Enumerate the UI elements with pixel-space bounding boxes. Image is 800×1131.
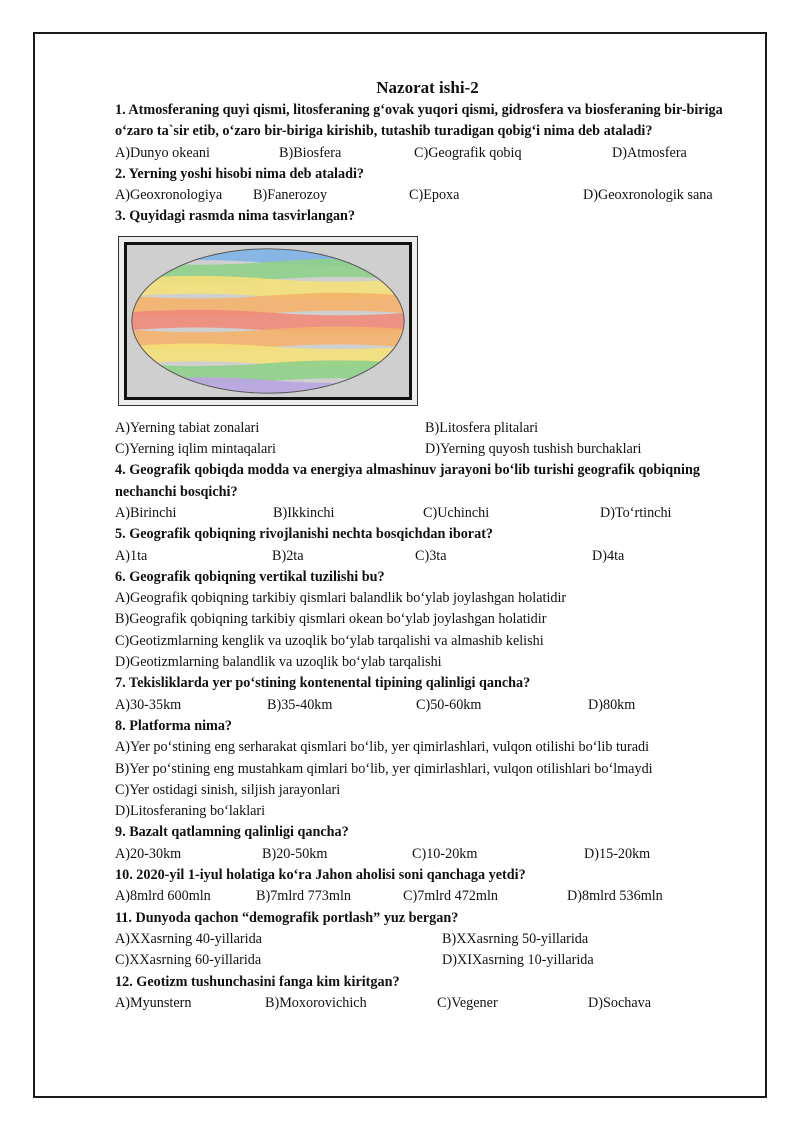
option-c[interactable]: C)Geotizmlarning kenglik va uzoqlik bo‘ylab tarqalishi va almashib kelishi xyxy=(115,632,544,649)
question-8 xyxy=(115,716,740,822)
answer-options xyxy=(115,439,740,460)
question-text: 5. Geografik qobiqning rivojlanishi nechta bosqichdan iborat? xyxy=(115,526,494,543)
answer-options xyxy=(115,143,740,164)
question-text: 1. Atmosferaning quyi qismi, litosferaning g‘ovak yuqori qismi, gidrosfera va biosferaning bir-biriga o‘zaro ta`sir etib, o‘zaro bir-biriga kirishib, tutashib turadigan qobig‘i nima deb ataladi? xyxy=(115,102,723,140)
option-d[interactable]: D)Sochava xyxy=(588,994,652,1011)
option-d[interactable]: D)To‘rtinchi xyxy=(600,504,672,521)
option-c[interactable]: C)Uchinchi xyxy=(423,504,490,521)
option-c[interactable]: C)Vegener xyxy=(437,994,498,1011)
question-text: 4. Geografik qobiqda modda va energiya almashinuv jarayoni bo‘lib turishi geografik qobiqning nechanchi bosqichi? xyxy=(115,462,700,500)
test-sheet xyxy=(115,78,740,1014)
option-a[interactable]: A)Geoxronologiya xyxy=(115,187,223,204)
question-1 xyxy=(115,100,740,164)
question-10 xyxy=(115,865,740,908)
question-11 xyxy=(115,908,740,972)
option-a[interactable]: A)Yer po‘stining eng serharakat qismlari bo‘lib, yer qimirlashlari, vulqon otilishi bo‘lib turadi xyxy=(115,739,650,756)
option-d[interactable]: D)80km xyxy=(588,696,636,713)
option-a[interactable]: A)Myunstern xyxy=(115,994,192,1011)
question-7 xyxy=(115,673,740,716)
option-c[interactable]: C)10-20km xyxy=(412,845,478,862)
option-d[interactable]: D)XIXasrning 10-yillarida xyxy=(442,952,594,969)
question-12 xyxy=(115,972,740,1015)
question-4 xyxy=(115,460,740,524)
answer-options xyxy=(115,950,740,971)
option-a[interactable]: A)Dunyo okeani xyxy=(115,144,210,161)
option-b[interactable]: B)Moxorovichich xyxy=(265,994,367,1011)
option-d[interactable]: D)Geoxronologik sana xyxy=(583,187,713,204)
answer-options xyxy=(115,695,740,716)
option-b[interactable]: B)35-40km xyxy=(267,696,333,713)
answer-options xyxy=(115,993,740,1014)
question-text: 7. Tekisliklarda yer po‘stining kontenental tipining qalinligi qancha? xyxy=(115,675,531,692)
option-c[interactable]: C)Geografik qobiq xyxy=(414,144,522,161)
question-5 xyxy=(115,524,740,567)
option-c[interactable]: C)Epoxa xyxy=(409,187,460,204)
answer-options xyxy=(115,418,740,439)
answer-options xyxy=(115,886,740,907)
answer-options xyxy=(115,503,740,524)
option-b[interactable]: B)Litosfera plitalari xyxy=(425,419,539,436)
question-text: 10. 2020-yil 1-iyul holatiga ko‘ra Jahon aholisi soni qanchaga yetdi? xyxy=(115,867,526,884)
option-a[interactable]: A)Yerning tabiat zonalari xyxy=(115,419,260,436)
question-9 xyxy=(115,822,740,865)
map-svg xyxy=(127,245,409,397)
question-text: 2. Yerning yoshi hisobi nima deb ataladi? xyxy=(115,165,364,182)
option-b[interactable]: B)Biosfera xyxy=(279,144,342,161)
question-text: 9. Bazalt qatlamning qalinligi qancha? xyxy=(115,824,349,841)
question-text: 8. Platforma nima? xyxy=(115,717,233,734)
option-c[interactable]: C)7mlrd 472mln xyxy=(403,888,498,905)
option-d[interactable]: D)Atmosfera xyxy=(612,144,687,161)
option-d[interactable]: D)4ta xyxy=(592,547,625,564)
question-2 xyxy=(115,164,740,207)
question-text: 12. Geotizm tushunchasini fanga kim kiritgan? xyxy=(115,973,400,990)
option-d[interactable]: D)Geotizmlarning balandlik va uzoqlik bo‘ylab tarqalishi xyxy=(115,654,442,671)
question-6 xyxy=(115,567,740,673)
option-b[interactable]: B)XXasrning 50-yillarida xyxy=(442,930,589,947)
option-b[interactable]: B)7mlrd 773mln xyxy=(256,888,351,905)
option-c[interactable]: C)XXasrning 60-yillarida xyxy=(115,952,262,969)
option-a[interactable]: A)8mlrd 600mln xyxy=(115,888,211,905)
option-b[interactable]: B)Fanerozoy xyxy=(253,187,328,204)
option-c[interactable]: C)3ta xyxy=(415,547,447,564)
answer-options xyxy=(115,929,740,950)
option-d[interactable]: D)Litosferaning bo‘laklari xyxy=(115,803,266,820)
option-a[interactable]: A)20-30km xyxy=(115,845,182,862)
option-a[interactable]: A)1ta xyxy=(115,547,148,564)
option-a[interactable]: A)Birinchi xyxy=(115,504,177,521)
option-c[interactable]: C)50-60km xyxy=(416,696,482,713)
option-b[interactable]: B)Geografik qobiqning tarkibiy qismlari okean bo‘ylab joylashgan holatidir xyxy=(115,611,547,628)
question-3 xyxy=(115,206,740,460)
option-d[interactable]: D)8mlrd 536mln xyxy=(567,888,663,905)
world-map-climate-zones-icon xyxy=(124,242,412,400)
question-text: 11. Dunyoda qachon “demografik portlash” yuz bergan? xyxy=(115,909,459,926)
option-c[interactable]: C)Yer ostidagi sinish, siljish jarayonlari xyxy=(115,781,341,798)
climate-map-figure xyxy=(118,236,418,406)
option-a[interactable]: A)30-35km xyxy=(115,696,182,713)
question-text: 6. Geografik qobiqning vertikal tuzilishi bu? xyxy=(115,568,385,585)
answer-options xyxy=(115,844,740,865)
option-a[interactable]: A)Geografik qobiqning tarkibiy qismlari balandlik bo‘ylab joylashgan holatidir xyxy=(115,590,567,607)
option-a[interactable]: A)XXasrning 40-yillarida xyxy=(115,930,262,947)
answer-options xyxy=(115,185,740,206)
option-d[interactable]: D)Yerning quyosh tushish burchaklari xyxy=(425,441,642,458)
page-title: Nazorat ishi-2 xyxy=(376,78,479,97)
climate-band xyxy=(127,377,409,397)
option-b[interactable]: B)20-50km xyxy=(262,845,328,862)
option-b[interactable]: B)Yer po‘stining eng mustahkam qimlari bo‘lib, yer qimirlashlari, vulqon otilishlari bo‘lmaydi xyxy=(115,760,653,777)
answer-options xyxy=(115,546,740,567)
option-c[interactable]: C)Yerning iqlim mintaqalari xyxy=(115,441,276,458)
option-b[interactable]: B)2ta xyxy=(272,547,304,564)
option-b[interactable]: B)Ikkinchi xyxy=(273,504,335,521)
question-text: 3. Quyidagi rasmda nima tasvirlangan? xyxy=(115,208,356,225)
option-d[interactable]: D)15-20km xyxy=(584,845,651,862)
